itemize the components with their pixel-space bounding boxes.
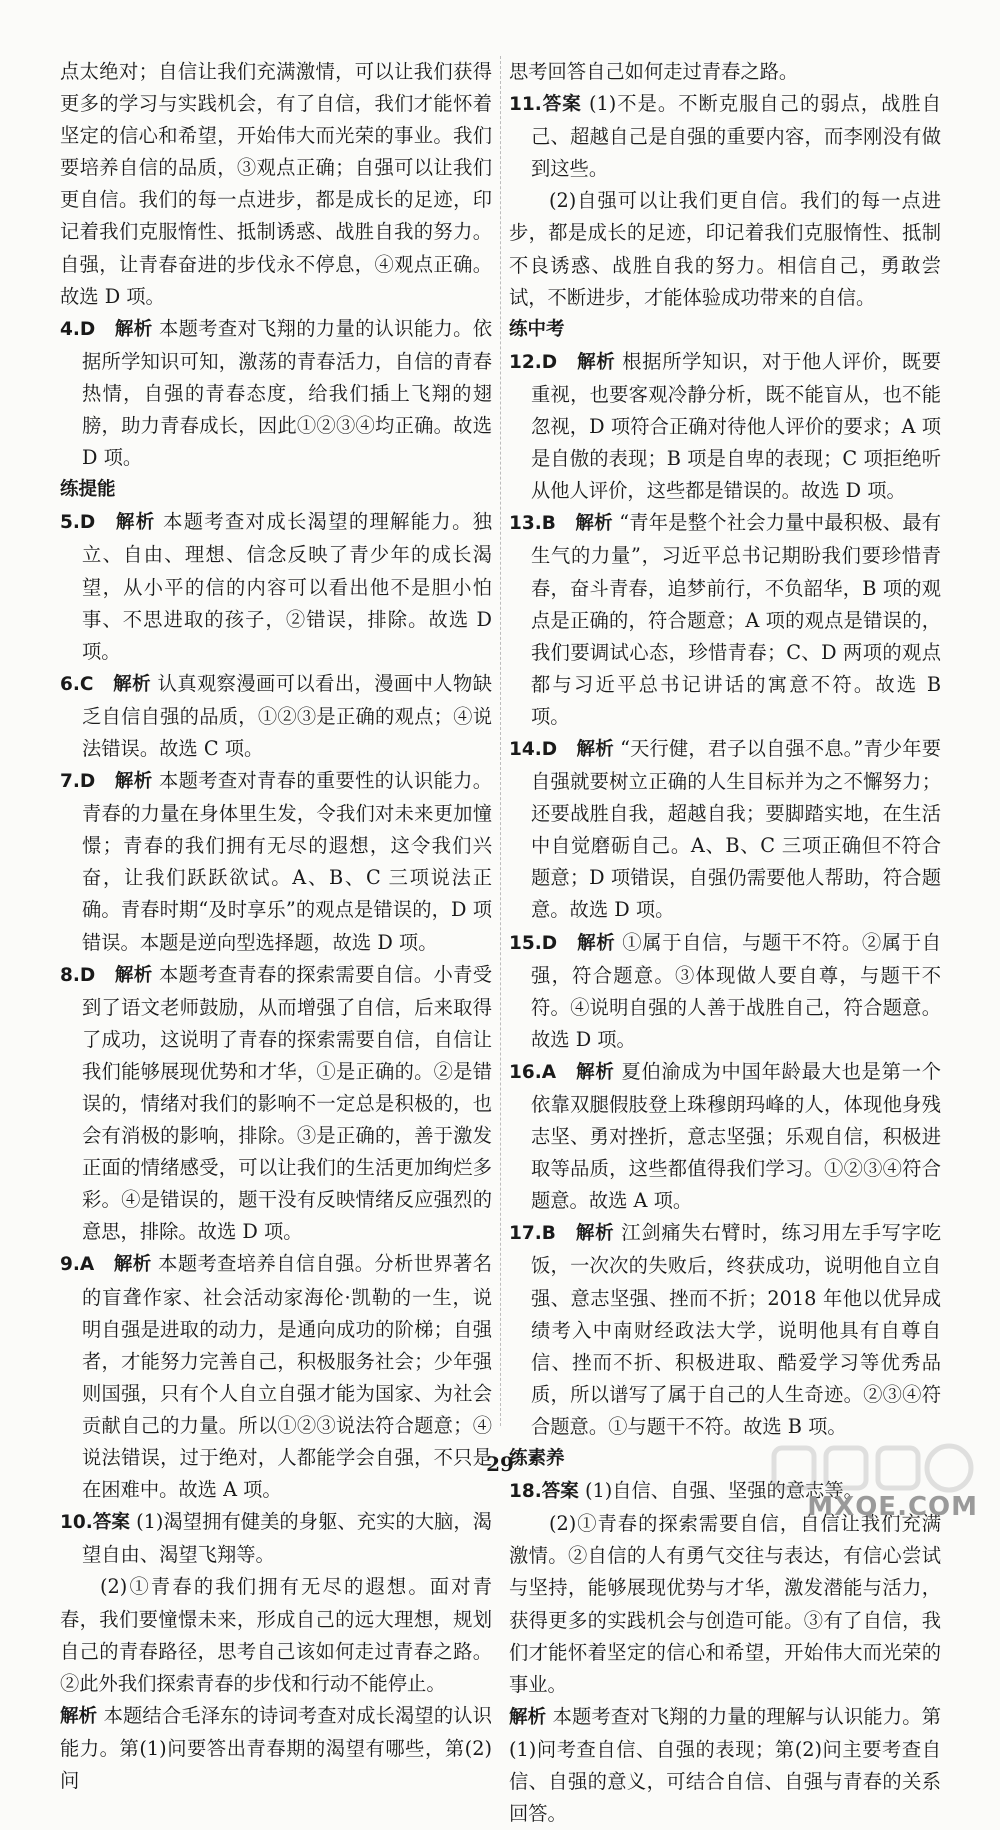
answer-choice: D	[541, 351, 558, 373]
question-number: 16.	[509, 1061, 542, 1083]
answer-choice: A	[541, 1061, 557, 1083]
paragraph-text: 本题考查对飞翔的力量的理解与认识能力。第(1)问考查自信、自强的表现；第(2)问主要考查自信、自强的意义，可结合自信、自强与青春的关系回答。	[509, 1704, 941, 1826]
answer-choice: D	[79, 512, 96, 534]
label-tag: 解析	[114, 964, 153, 986]
question-number: 17.	[509, 1223, 542, 1245]
answer-item	[509, 507, 941, 733]
paragraph-text: 江剑痛失右臂时，练习用左手写字吃饭，一次次的失败后，终获成功，说明他自立自强、意志坚强、挫而不折；2018 年他以优异成绩考入中南财经政法大学，说明他具有自尊自信、挫而不折、积极进取、酷爱学习等优秀品质，所以谱写了属于自己的人生奇迹。②③④符合题意。①与题干不符。故选 B 项。	[531, 1221, 941, 1438]
label-tag: 解析	[113, 1254, 152, 1276]
label-tag: 解析	[60, 1705, 98, 1727]
question-number: 11.	[509, 94, 542, 116]
paragraph-text: “天行健，君子以自强不息。”青少年要自强就要树立正确的人生目标并为之不懈努力；还要战胜自我，超越自我；要脚踏实地，在生活中自觉磨砺自己。A、B、C 三项正确但不符合题意；D 项错误，自强仍需要他人帮助，符合题意。故选 D 项。	[531, 736, 941, 922]
answer-item	[509, 733, 941, 927]
answer-item	[60, 313, 492, 474]
question-number: 18.	[509, 1481, 542, 1503]
question-number: 15.	[509, 932, 542, 954]
answer-choice: B	[541, 1223, 556, 1245]
label-tag: 解析	[575, 1223, 615, 1245]
answer-item	[60, 506, 492, 667]
label-tag: 解析	[576, 351, 616, 373]
answer-choice: D	[79, 771, 96, 793]
answer-item	[60, 765, 492, 959]
answer-choice: A	[79, 1254, 95, 1276]
question-number: 8.	[60, 964, 80, 986]
paragraph-text: 本题考查对青春的重要性的认识能力。青春的力量在身体里生发，令我们对未来更加憧憬；青春的我们拥有无尽的遐想，这令我们兴奋，让我们跃跃欲试。A、B、C 三项说法正确。青春时期“及时享乐”的观点是错误的，D 项错误。本题是逆向型选择题，故选 D 项。	[82, 769, 492, 954]
question-number: 13.	[509, 513, 542, 535]
column-divider	[500, 56, 501, 1426]
paragraph-text: 本题考查对成长渴望的理解能力。独立、自由、理想、信念反映了青少年的成长渴望，从小平的信的内容可以看出他不是胆小怕事、不思进取的孩子，②错误，排除。故选 D 项。	[82, 510, 492, 663]
question-number: 6.	[60, 673, 80, 695]
label-tag: 答案	[541, 94, 582, 116]
question-number: 9.	[60, 1254, 80, 1276]
label-tag: 解析	[509, 1706, 547, 1728]
page-number: 29	[486, 1452, 514, 1476]
answer-choice: D	[541, 738, 558, 760]
answer-item	[509, 1217, 941, 1443]
paragraph-text: 思考回答自己如何走过青春之路。	[509, 60, 799, 83]
paragraph-text: 根据所学知识，对于他人评价，既要重视，也要客观冷静分析，既不能盲从，也不能忽视，D 项符合正确对待他人评价的要求；A 项是自傲的表现；B 项是自卑的表现；C 项拒绝听从他人评价，这些都是错误的。故选 D 项。	[531, 349, 941, 503]
answer-choice: D	[79, 318, 96, 340]
watermark-text: MXQE.COM	[807, 1492, 978, 1522]
label-tag: 答案	[92, 1512, 130, 1534]
paragraph-text: 夏伯渝成为中国年龄最大也是第一个依靠双腿假肢登上珠穆朗玛峰的人，体现他身残志坚、勇对挫折，意志坚强；乐观自信，积极进取等品质，这些都值得我们学习。①②③④符合题意。故选 A 项。	[531, 1059, 941, 1213]
answer-choice: D	[541, 932, 558, 954]
label-tag: 解析	[114, 318, 153, 340]
label-tag: 解析	[576, 738, 614, 760]
question-number: 14.	[509, 738, 542, 760]
answer-item	[509, 1056, 941, 1217]
answer-item	[509, 927, 941, 1056]
paragraph	[509, 56, 941, 88]
answer-choice: D	[79, 964, 96, 986]
right-column	[509, 56, 941, 1830]
paragraph-text: 本题考查对飞翔的力量的认识能力。依据所学知识可知，激荡的青春活力，自信的青春热情，自强的青春态度，给我们插上飞翔的翅膀，助力青春成长，因此①②③④均正确。故选 D 项。	[82, 316, 492, 470]
label-tag: 解析	[114, 512, 156, 534]
paragraph-text: (2)①青春的探索需要自信，自信让我们充满激情。②自信的人有勇气交往与表达，有信心尝试与坚持，能够展现优势与才华，激发潜能与活力，获得更多的实践机会与创造可能。③有了自信，我们才能怀着坚定的信心和希望，开始伟大而光荣的事业。	[509, 1512, 941, 1696]
paragraph-text: (1)不是。不断克服自己的弱点，战胜自己、超越自己是自强的重要内容，而李刚没有做到这些。	[531, 92, 941, 181]
paragraph	[60, 1571, 492, 1699]
answer-choice: B	[541, 513, 556, 535]
answer-item	[60, 959, 492, 1249]
paragraph	[60, 1700, 492, 1797]
paragraph-text: 认真观察漫画可以看出，漫画中人物缺乏自信自强的品质，①②③是正确的观点；④说法错误。故选 C 项。	[82, 671, 492, 760]
paragraph-text: 本题结合毛泽东的诗词考查对成长渴望的认识能力。第(1)问要答出青春期的渴望有哪些，第(2)问	[60, 1703, 492, 1792]
question-number: 4.	[60, 318, 80, 340]
question-number: 7.	[60, 771, 80, 793]
label-tag: 解析	[114, 771, 153, 793]
section-heading: 练中考	[509, 318, 565, 340]
paragraph-text: ①属于自信，与题干不符。②属于自强，符合题意。③体现做人要自尊，与题干不符。④说明自强的人善于战胜自己，符合题意。故选 D 项。	[531, 930, 941, 1051]
paragraph-text: “青年是整个社会力量中最积极、最有生气的力量”，习近平总书记期盼我们要珍惜青春，奋斗青春，追梦前行，不负韶华，B 项的观点是正确的，符合题意；A 项的观点是错误的，我们要调试心态，珍惜青春；C、D 两项的观点都与习近平总书记讲话的寓意不符。故选 B 项。	[531, 511, 941, 728]
question-number: 5.	[60, 512, 80, 534]
paragraph-text: 点太绝对；自信让我们充满激情，可以让我们获得更多的学习与实践机会，有了自信，我们才能怀着坚定的信心和希望，开始伟大而光荣的事业。我们要培养自信的品质，③观点正确；自强可以让我们更自信。我们的每一点进步，都是成长的足迹，印记着我们克服惰性、抵制诱惑、战胜自我的努力。自强，让青春奋进的步伐永不停息，④观点正确。故选 D 项。	[60, 60, 492, 308]
answer-item	[509, 88, 941, 185]
paragraph-text: 本题考查培养自信自强。分析世界著名的盲聋作家、社会活动家海伦·凯勒的一生，说明自强是进取的动力，是通向成功的阶梯；自强者，才能努力完善自己，积极服务社会；少年强则国强，只有个人自立自强才能为国家、为社会贡献自己的力量。所以①②③说法符合题意；④说法错误，过于绝对，人都能学会自强，不只是在困难中。故选 A 项。	[82, 1252, 492, 1502]
label-tag: 解析	[575, 1061, 615, 1083]
left-column	[60, 56, 492, 1797]
paragraph	[509, 1701, 941, 1830]
paragraph	[509, 1508, 941, 1701]
answer-item	[60, 1506, 492, 1571]
label-tag: 答案	[541, 1481, 579, 1503]
label-tag: 解析	[112, 673, 152, 695]
question-number: 10.	[60, 1512, 93, 1534]
question-number: 12.	[509, 351, 542, 373]
paragraph-text: (1)渴望拥有健美的身躯、充实的大脑，渴望自由、渴望飞翔等。	[82, 1510, 492, 1567]
section-heading: 练提能	[60, 479, 116, 501]
paragraph-text: (1)自信、自强、坚强的意志等。	[584, 1479, 863, 1503]
section-heading: 练素养	[509, 1448, 565, 1470]
paragraph-text: (2)自强可以让我们更自信。我们的每一点进步，都是成长的足迹，印记着我们克服惰性、抵制不良诱惑、战胜自我的努力。相信自己，勇敢尝试，不断进步，才能体验成功带来的自信。	[509, 189, 941, 309]
paragraph	[60, 56, 492, 313]
paragraph-text: (2)①青春的我们拥有无尽的遐想。面对青春，我们要憧憬未来，形成自己的远大理想，规划自己的青春路径，思考自己该如何走过青春之路。②此外我们探索青春的步伐和行动不能停止。	[60, 1575, 492, 1695]
answer-item	[60, 668, 492, 765]
answer-choice: C	[79, 673, 94, 695]
answer-item	[509, 346, 941, 507]
paragraph	[509, 185, 941, 313]
label-tag: 解析	[576, 932, 616, 954]
label-tag: 解析	[575, 513, 613, 535]
paragraph-text: 本题考查青春的探索需要自信。小青受到了语文老师鼓励，从而增强了自信，后来取得了成功，这说明了青春的探索需要自信，自信让我们能够展现优势和才华，①是正确的。②是错误的，情绪对我们的影响不一定总是积极的，也会有消极的影响，排除。③是正确的，善于激发正面的情绪感受，可以让我们的生活更加绚烂多彩。④是错误的，题干没有反映情绪反应强烈的意思，排除。故选 D 项。	[82, 962, 492, 1244]
